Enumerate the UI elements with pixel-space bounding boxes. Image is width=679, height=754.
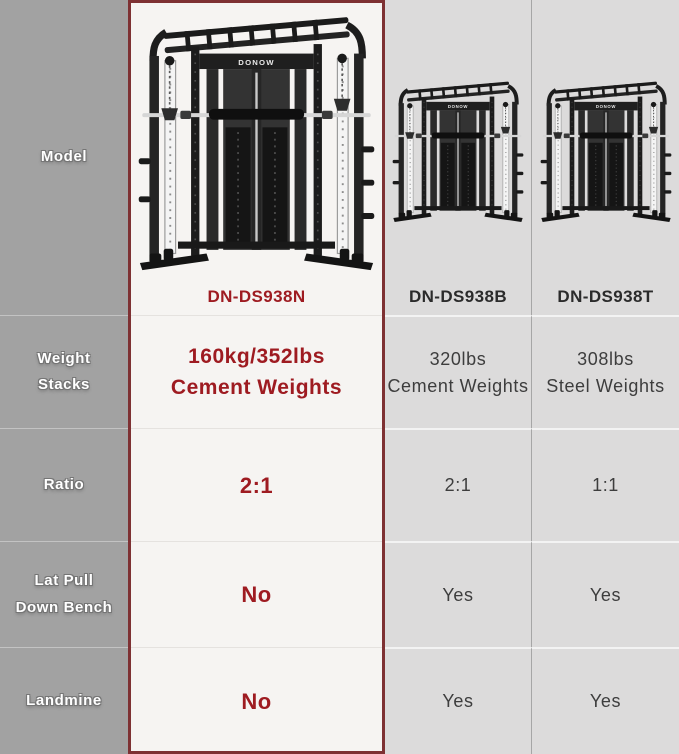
row-label-model [0, 0, 128, 315]
model-cell-ds938t [531, 0, 679, 315]
smith-machine-image [392, 68, 524, 236]
weight-stacks-line1: 308lbs [577, 348, 634, 369]
weight-stacks-line2: Cement Weights [170, 376, 343, 399]
cell-ratio-ds938n [128, 428, 385, 541]
cell-weight-stacks-ds938t [531, 315, 679, 428]
cell-lat-pulldown-ds938t [531, 541, 679, 647]
cell-landmine-ds938b [385, 647, 531, 754]
weight-stacks-line2: Cement Weights [387, 375, 529, 396]
ratio-value: 1:1 [592, 475, 619, 495]
smith-machine-image [540, 68, 672, 236]
cell-lat-pulldown-ds938n [128, 541, 385, 647]
ratio-value: 2:1 [239, 472, 274, 498]
cell-lat-pulldown-ds938b [385, 541, 531, 647]
row-label-text: Lat Pull Down Bench [15, 572, 113, 616]
lat-pulldown-value: No [241, 582, 272, 607]
lat-pulldown-value: Yes [589, 584, 622, 605]
model-name-ds938t: DN-DS938T [557, 287, 654, 306]
weight-stacks-value [546, 346, 665, 400]
cell-landmine-ds938t [531, 647, 679, 754]
landmine-value: Yes [589, 691, 622, 711]
smith-machine-image [135, 6, 378, 282]
row-label-ratio [0, 428, 128, 541]
cell-landmine-ds938n [128, 647, 385, 754]
row-label-text: Ratio [43, 475, 85, 493]
model-cell-ds938b [385, 0, 531, 315]
row-label-text: Model [40, 148, 88, 166]
row-label-landmine [0, 647, 128, 754]
row-label-lat-pull-down-bench [0, 541, 128, 647]
weight-stacks-line1: 160kg/352lbs [188, 345, 325, 368]
cell-weight-stacks-ds938n [128, 315, 385, 428]
landmine-value: No [241, 688, 272, 714]
row-label-text: Weight Stacks [37, 349, 91, 393]
row-label-text: Landmine [26, 691, 102, 709]
model-name-ds938b: DN-DS938B [408, 287, 508, 306]
weight-stacks-value [387, 346, 528, 400]
ratio-value: 2:1 [444, 475, 472, 495]
cell-weight-stacks-ds938b [385, 315, 531, 428]
weight-stacks-value [171, 341, 342, 403]
weight-stacks-line2: Steel Weights [546, 375, 665, 396]
lat-pulldown-value: Yes [442, 584, 474, 605]
model-cell-ds938n [128, 0, 385, 315]
model-name-ds938n: DN-DS938N [207, 287, 306, 306]
weight-stacks-line1: 320lbs [429, 348, 487, 369]
row-label-weight-stacks [0, 315, 128, 428]
landmine-value: Yes [442, 691, 474, 711]
cell-ratio-ds938t [531, 428, 679, 541]
cell-ratio-ds938b [385, 428, 531, 541]
